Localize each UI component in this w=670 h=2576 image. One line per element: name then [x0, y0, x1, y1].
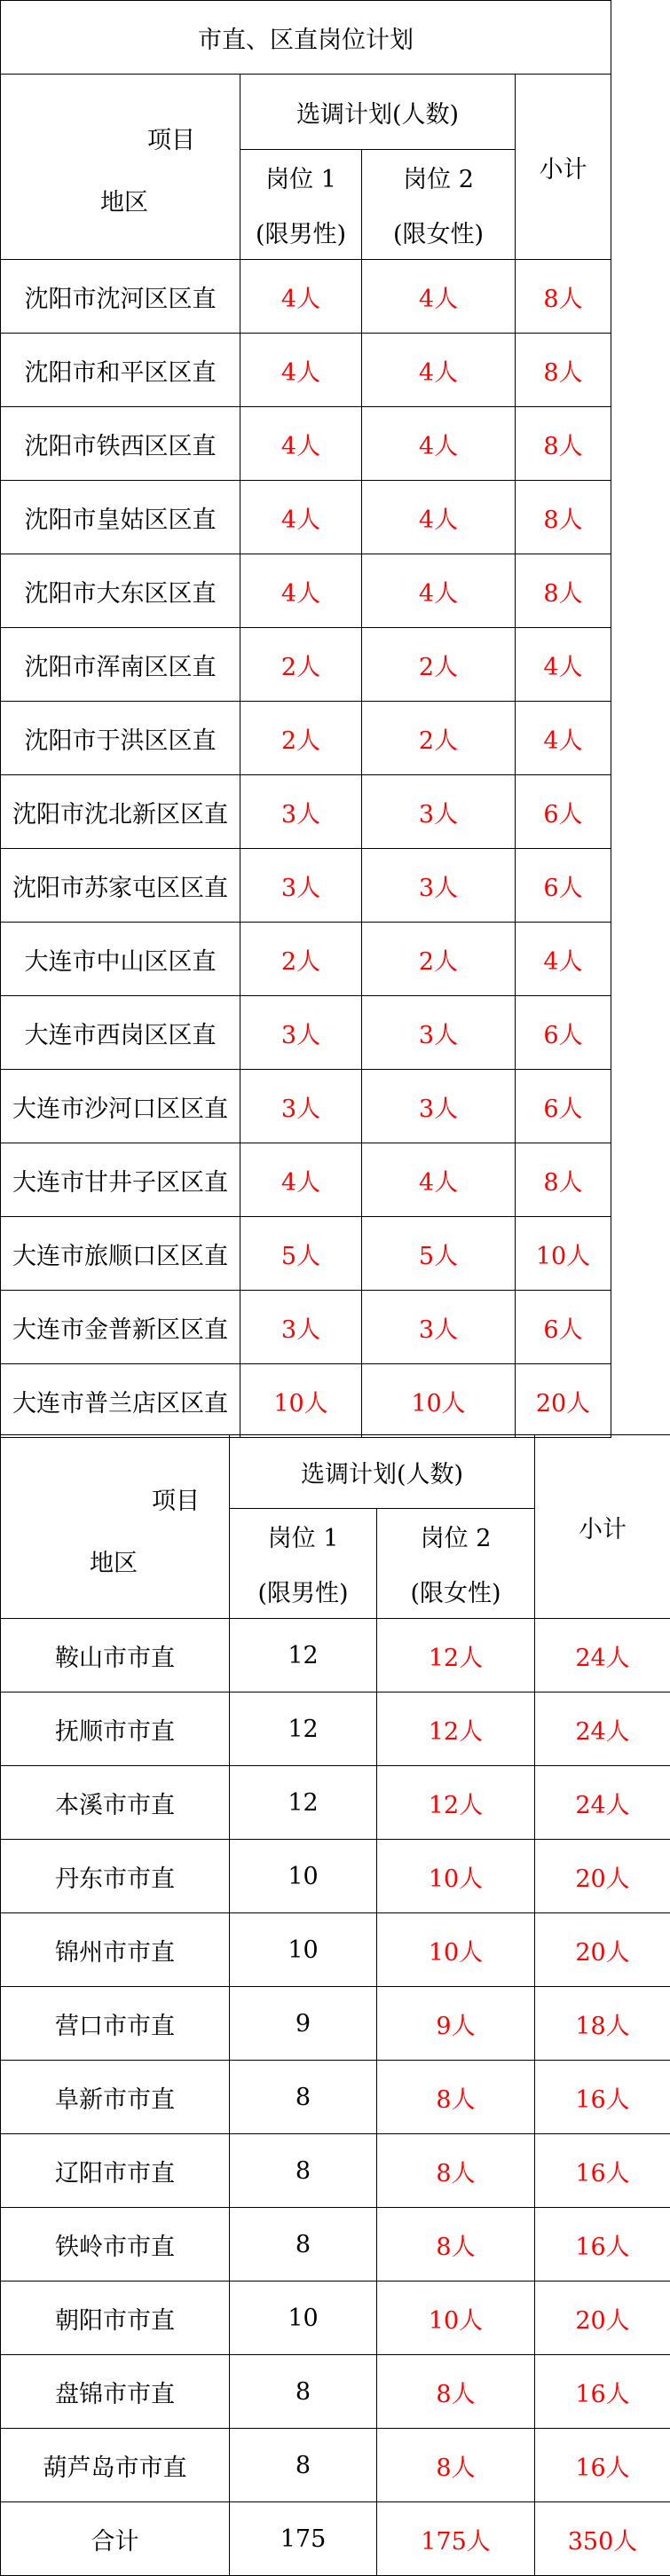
subtotal-count: 24人 [535, 1692, 670, 1766]
header-plan-2: 选调计划(人数) [230, 1435, 535, 1509]
pos1-count: 4人 [240, 260, 362, 334]
table-row [1, 1070, 611, 1143]
table-row [1, 1913, 670, 1987]
pos2-count: 2人 [362, 702, 516, 775]
region-name: 营口市市直 [1, 1987, 230, 2061]
subtotal-count: 16人 [535, 2429, 670, 2502]
region-name: 沈阳市沈河区区直 [1, 260, 240, 334]
table-row [1, 849, 611, 923]
pos1-count: 8 [230, 2355, 377, 2429]
table-row [1, 775, 611, 849]
table-row [1, 2355, 670, 2429]
pos2-count: 8人 [377, 2134, 535, 2208]
subtotal-count: 20人 [516, 1364, 611, 1438]
table-row [1, 334, 611, 407]
header-pos2-note-2: (限女性) [410, 1579, 501, 1607]
header-subtotal: 小计 [516, 75, 611, 260]
header-pos2-2 [377, 1509, 535, 1619]
pos1-count: 10 [230, 2281, 377, 2355]
pos1-count: 5人 [240, 1217, 362, 1291]
subtotal-count: 6人 [516, 1291, 611, 1364]
pos2-count: 2人 [362, 628, 516, 702]
header-pos1-label-2: 岗位 1 [267, 1525, 339, 1553]
header-item-2: 项目 [152, 1488, 200, 1515]
pos1-count: 3人 [240, 775, 362, 849]
region-name: 沈阳市皇姑区区直 [1, 481, 240, 554]
subtotal-count: 16人 [535, 2355, 670, 2429]
header-region: 地区 [100, 189, 148, 216]
header-pos2-note: (限女性) [392, 220, 485, 248]
subtotal-count: 16人 [535, 2134, 670, 2208]
corner-header [1, 75, 240, 260]
total-pos2: 175人 [377, 2502, 535, 2576]
region-name: 大连市普兰店区区直 [1, 1364, 240, 1438]
region-name: 沈阳市浑南区区直 [1, 628, 240, 702]
pos1-count: 8 [230, 2134, 377, 2208]
subtotal-count: 8人 [516, 260, 611, 334]
pos2-count: 10人 [377, 1913, 535, 1987]
region-name: 沈阳市沈北新区区直 [1, 775, 240, 849]
pos2-count: 3人 [362, 775, 516, 849]
subtotal-count: 16人 [535, 2208, 670, 2281]
table-row [1, 1619, 670, 1692]
header-pos1-label: 岗位 1 [265, 166, 336, 194]
pos2-count: 8人 [377, 2208, 535, 2281]
region-name: 本溪市市直 [1, 1766, 230, 1840]
header-pos1-2 [230, 1509, 377, 1619]
region-name: 抚顺市市直 [1, 1692, 230, 1766]
pos1-count: 4人 [240, 1143, 362, 1217]
header-pos2-label-2: 岗位 2 [420, 1525, 492, 1553]
subtotal-count: 4人 [516, 702, 611, 775]
pos2-count: 8人 [377, 2061, 535, 2134]
pos1-count: 4人 [240, 407, 362, 481]
pos2-count: 3人 [362, 1070, 516, 1143]
subtotal-count: 6人 [516, 1070, 611, 1143]
table-row [1, 923, 611, 996]
pos2-count: 4人 [362, 407, 516, 481]
pos1-count: 2人 [240, 628, 362, 702]
subtotal-count: 8人 [516, 554, 611, 628]
pos2-count: 9人 [377, 1987, 535, 2061]
table-row [1, 2208, 670, 2281]
table-row [1, 260, 611, 334]
subtotal-count: 6人 [516, 849, 611, 923]
table-row [1, 1291, 611, 1364]
subtotal-count: 24人 [535, 1766, 670, 1840]
region-name: 大连市旅顺口区区直 [1, 1217, 240, 1291]
subtotal-count: 24人 [535, 1619, 670, 1692]
pos1-count: 3人 [240, 849, 362, 923]
pos1-count: 9 [230, 1987, 377, 2061]
total-row [1, 2502, 670, 2576]
pos1-count: 3人 [240, 1070, 362, 1143]
subtotal-count: 8人 [516, 334, 611, 407]
pos1-count: 8 [230, 2208, 377, 2281]
pos2-count: 2人 [362, 923, 516, 996]
corner-header-2 [1, 1435, 230, 1619]
pos2-count: 4人 [362, 554, 516, 628]
region-name: 大连市甘井子区区直 [1, 1143, 240, 1217]
table-row [1, 2429, 670, 2502]
pos1-count: 4人 [240, 334, 362, 407]
pos1-count: 2人 [240, 923, 362, 996]
subtotal-count: 20人 [535, 1913, 670, 1987]
region-name: 沈阳市大东区区直 [1, 554, 240, 628]
table-row [1, 702, 611, 775]
subtotal-count: 6人 [516, 996, 611, 1070]
subtotal-count: 20人 [535, 2281, 670, 2355]
subtotal-count: 10人 [516, 1217, 611, 1291]
pos2-count: 5人 [362, 1217, 516, 1291]
pos2-count: 8人 [377, 2355, 535, 2429]
region-name: 锦州市市直 [1, 1913, 230, 1987]
pos2-count: 4人 [362, 260, 516, 334]
pos2-count: 12人 [377, 1619, 535, 1692]
pos1-count: 10人 [240, 1364, 362, 1438]
region-name: 鞍山市市直 [1, 1619, 230, 1692]
region-name: 葫芦岛市市直 [1, 2429, 230, 2502]
subtotal-count: 8人 [516, 407, 611, 481]
header-pos2-label: 岗位 2 [403, 166, 474, 194]
header-subtotal-2: 小计 [535, 1435, 670, 1619]
total-pos1: 175 [230, 2502, 377, 2576]
pos1-count: 4人 [240, 481, 362, 554]
pos1-count: 8 [230, 2061, 377, 2134]
region-name: 大连市中山区区直 [1, 923, 240, 996]
region-name: 大连市西岗区区直 [1, 996, 240, 1070]
subtotal-count: 8人 [516, 1143, 611, 1217]
pos2-count: 12人 [377, 1692, 535, 1766]
pos1-count: 8 [230, 2429, 377, 2502]
pos2-count: 10人 [377, 2281, 535, 2355]
table-row [1, 996, 611, 1070]
grand-total: 350人 [535, 2502, 670, 2576]
pos1-count: 3人 [240, 996, 362, 1070]
subtotal-count: 8人 [516, 481, 611, 554]
table-row [1, 1364, 611, 1438]
region-name: 沈阳市和平区区直 [1, 334, 240, 407]
region-name: 盘锦市市直 [1, 2355, 230, 2429]
subtotal-count: 16人 [535, 2061, 670, 2134]
pos2-count: 3人 [362, 996, 516, 1070]
pos2-count: 4人 [362, 481, 516, 554]
pos1-count: 12 [230, 1766, 377, 1840]
table-row [1, 1217, 611, 1291]
pos1-count: 12 [230, 1692, 377, 1766]
region-name: 大连市金普新区区直 [1, 1291, 240, 1364]
subtotal-count: 4人 [516, 923, 611, 996]
pos2-count: 3人 [362, 1291, 516, 1364]
region-name: 沈阳市于洪区区直 [1, 702, 240, 775]
pos2-count: 8人 [377, 2429, 535, 2502]
region-name: 朝阳市市直 [1, 2281, 230, 2355]
pos2-count: 10人 [377, 1840, 535, 1913]
table-row [1, 2061, 670, 2134]
table-row [1, 628, 611, 702]
region-name: 铁岭市市直 [1, 2208, 230, 2281]
subtotal-count: 4人 [516, 628, 611, 702]
subtotal-count: 20人 [535, 1840, 670, 1913]
table-row [1, 1766, 670, 1840]
pos1-count: 10 [230, 1913, 377, 1987]
pos1-count: 4人 [240, 554, 362, 628]
pos2-count: 10人 [362, 1364, 516, 1438]
header-pos1 [240, 150, 362, 260]
table-row [1, 1692, 670, 1766]
table-row [1, 481, 611, 554]
pos1-count: 12 [230, 1619, 377, 1692]
table-title: 市直、区直岗位计划 [1, 1, 611, 75]
table-row [1, 2281, 670, 2355]
header-item: 项目 [147, 127, 195, 154]
table-row [1, 2134, 670, 2208]
table-row [1, 1143, 611, 1217]
header-region-2: 地区 [90, 1550, 138, 1577]
table-row [1, 1840, 670, 1913]
region-name: 阜新市市直 [1, 2061, 230, 2134]
table-row [1, 1987, 670, 2061]
total-label: 合计 [1, 2502, 230, 2576]
table-row [1, 407, 611, 481]
pos1-count: 3人 [240, 1291, 362, 1364]
pos1-count: 2人 [240, 702, 362, 775]
pos2-count: 4人 [362, 334, 516, 407]
plan-table-city [0, 1434, 670, 2576]
table-row [1, 554, 611, 628]
header-pos1-note: (限男性) [255, 220, 347, 248]
pos2-count: 12人 [377, 1766, 535, 1840]
region-name: 沈阳市苏家屯区区直 [1, 849, 240, 923]
pos2-count: 3人 [362, 849, 516, 923]
region-name: 沈阳市铁西区区直 [1, 407, 240, 481]
subtotal-count: 6人 [516, 775, 611, 849]
header-pos2 [362, 150, 516, 260]
header-plan: 选调计划(人数) [240, 75, 516, 150]
subtotal-count: 18人 [535, 1987, 670, 2061]
region-name: 大连市沙河口区区直 [1, 1070, 240, 1143]
pos1-count: 10 [230, 1840, 377, 1913]
region-name: 辽阳市市直 [1, 2134, 230, 2208]
pos2-count: 4人 [362, 1143, 516, 1217]
header-pos1-note-2: (限男性) [257, 1579, 349, 1607]
region-name: 丹东市市直 [1, 1840, 230, 1913]
